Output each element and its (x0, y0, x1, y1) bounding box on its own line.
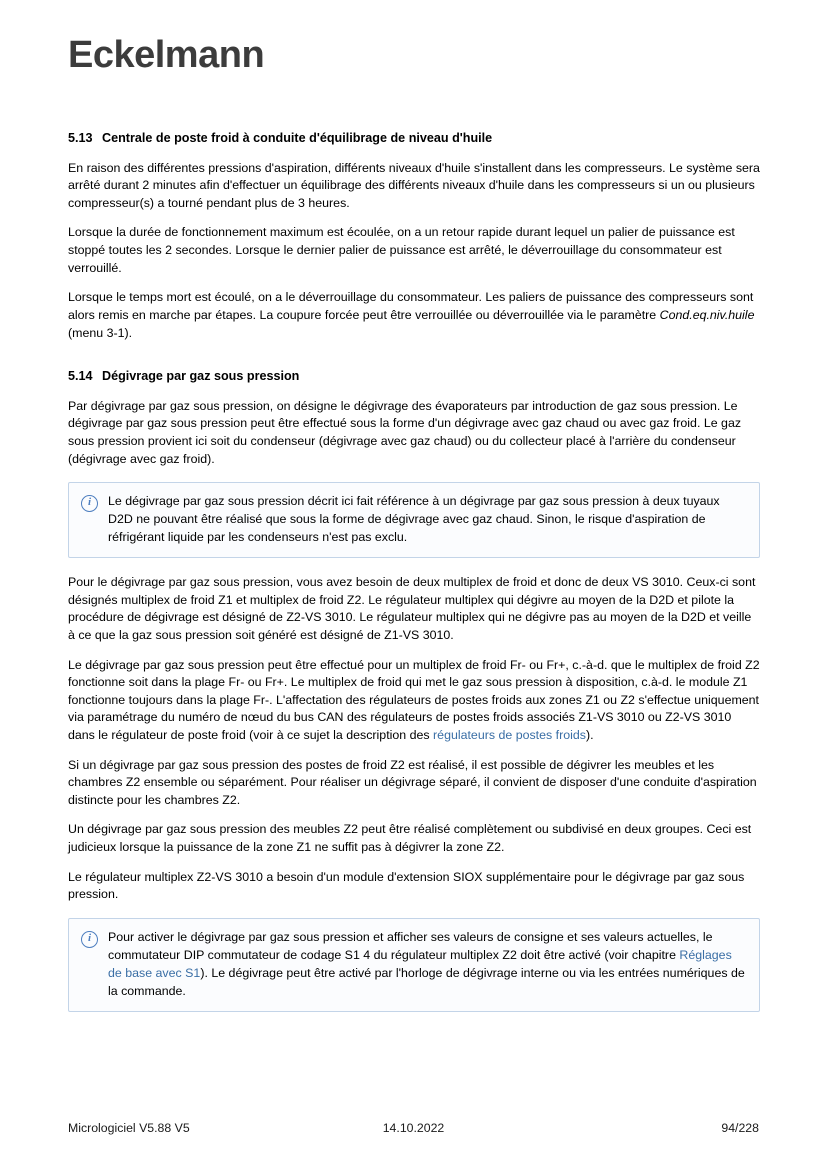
paragraph-5-14-4: Si un dégivrage par gaz sous pression des postes de froid Z2 est réalisé, il est possible de dégivrer les meubles et les chambres Z2 ensemble ou séparément. Pour réaliser un dégivrage séparé, il convient de disposer d'une conduite d'aspiration distincte pour les chambres Z2. (68, 757, 757, 807)
paragraph-5-14-2: Pour le dégivrage par gaz sous pression, vous avez besoin de deux multiplex de froid et donc de deux VS 3010. Ceux-ci sont désignés multiplex de froid Z1 et multiplex de froid Z2. Le régulateur multiplex qui dégivre au moyen de la D2D et pilote la procédure de dégivrage est désigné de Z2-VS 3010. Le régulateur multiplex qui ne dégivre pas au moyen de la D2D et veille à ce que la gaz sous pression soit généré est désigné de Z1-VS 3010. (68, 575, 756, 642)
info-note-1-text: Le dégivrage par gaz sous pression décrit ici fait référence à un dégivrage par gaz sous pression à deux tuyaux D2D ne pouvant être réalisé que sous la forme de dégivrage avec gaz chaud. Sinon, le risque d'aspiration de réfrigérant liquide par les condenseurs n'est pas exclu. (108, 494, 720, 545)
paragraph-5-13-2: Lorsque la durée de fonctionnement maximum est écoulée, on a un retour rapide durant lequel un palier de puissance est stoppé toutes les 2 secondes. Lorsque le dernier palier de puissance est arrêté, le déverrouillage du consommateur est verrouillé. (68, 225, 735, 275)
footer-page-number: 94/228 (721, 1121, 759, 1135)
paragraph-5-14-3 (68, 657, 760, 745)
paragraph-5-13-3-post: (menu 3-1). (68, 325, 133, 340)
heading-5-13 (68, 130, 760, 148)
heading-5-14-number: 5.14 (68, 369, 93, 384)
paragraph-5-13-1: En raison des différentes pressions d'aspiration, différents niveaux d'huile s'installent dans les compresseurs. Le système sera arrêté durant 2 minutes afin d'effectuer un équilibrage des différents niveaux d'huile dans les compresseurs si un ou plusieurs compresseur(s) a tourné pendant plus de 3 heures. (68, 160, 760, 210)
link-reglages-de-base-avec-s1[interactable]: Réglages de base avec S1 (108, 947, 732, 980)
paragraph-5-14-3-pre: Le dégivrage par gaz sous pression peut être effectué pour un multiplex de froid Fr- ou Fr+, c.-à-d. que le multiplex de froid Z2 fonctionne soit dans la plage Fr- ou Fr+. Le multiplex de froid qui met le gaz sous pression à disposition, c.à-d. le module Z1 fonctionne toujours dans la plage Fr-. L'affectation des régulateurs de postes froids aux zones Z1 ou Z2 s'effectue uniquement via paramétrage du numéro de nœud du bus CAN des régulateurs de postes froids associés Z1-VS 3010 ou Z2-VS 3010 dans le régulateur de poste froid (voir à ce sujet la description des (68, 657, 760, 742)
paragraph-5-14-5: Un dégivrage par gaz sous pression des meubles Z2 peut être réalisé complètement ou subdivisé en deux groupes. Ceci est judicieux lorsque la puissance de la zone Z1 ne suffit pas à dégivrer la zone Z2. (68, 822, 752, 855)
paragraph-5-14-6: Le régulateur multiplex Z2-VS 3010 a besoin d'un module d'extension SIOX supplémentaire pour le dégivrage par gaz sous pression. (68, 869, 745, 902)
page-footer (68, 1121, 759, 1135)
info-note-2-text-post: ). Le dégivrage peut être activé par l'horloge de dégivrage interne ou via les entrées numériques de la commande. (108, 965, 745, 998)
paragraph-5-14-3-post: ). (585, 728, 594, 742)
paragraph-5-13-3-pre: Lorsque le temps mort est écoulé, on a le déverrouillage du consommateur. Les paliers de puissance des compresseurs sont alors remis en marche par étapes. La coupure forcée peut être verrouillée ou déverrouillée via le paramètre (68, 290, 754, 322)
heading-5-13-number: 5.13 (68, 131, 93, 145)
info-note-2 (68, 918, 760, 1012)
section-spacer (68, 354, 760, 368)
footer-firmware-version: Micrologiciel V5.88 V5 (68, 1121, 190, 1135)
document-content (68, 130, 760, 1028)
info-note-1 (68, 482, 760, 558)
company-logo: Eckelmann (68, 34, 265, 76)
link-regulateurs-de-postes-froids[interactable]: régulateurs de postes froids (433, 728, 586, 742)
info-note-2-text-pre: Pour activer le dégivrage par gaz sous pression et afficher ses valeurs de consigne et ses valeurs actuelles, le commutateur DIP commutateur de codage S1 4 du régulateur multiplex Z2 doit être activé (voir chapitre (108, 929, 713, 962)
paragraph-5-14-1: Par dégivrage par gaz sous pression, on désigne le dégivrage des évaporateurs par introduction de gaz sous pression. Le dégivrage par gaz sous pression peut être effectué sous la forme d'un dégivrage avec gaz chaud ou avec gaz froid. Le gaz sous pression provient ici soit du condenseur (dégivrage avec gaz chaud) ou du collecteur placé à l'arrière du condenseur (dégivrage avec gaz froid). (68, 398, 742, 466)
parameter-name: Cond.eq.niv.huile (659, 307, 755, 322)
info-icon: i (81, 495, 98, 512)
info-note-2-text (108, 929, 747, 1001)
paragraph-5-13-3 (68, 289, 760, 342)
footer-date: 14.10.2022 (382, 1121, 445, 1135)
heading-5-14-title: Dégivrage par gaz sous pression (102, 369, 300, 384)
heading-5-14 (68, 368, 760, 386)
info-icon: i (81, 931, 98, 948)
heading-5-13-title: Centrale de poste froid à conduite d'équilibrage de niveau d'huile (102, 131, 493, 145)
